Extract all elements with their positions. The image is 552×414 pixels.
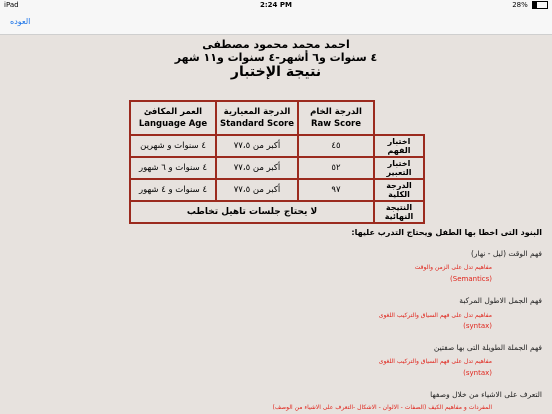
- standard-score-cell: أكبر من ٧٧،٥: [216, 179, 298, 201]
- header-language-age: [130, 101, 216, 135]
- status-time: 2:24 PM: [260, 1, 292, 9]
- final-result-row: [130, 201, 424, 223]
- status-bar: [0, 0, 552, 12]
- header-age-en: Language Age: [138, 119, 208, 129]
- item-subtitle: مفاهيم تدل على الزمن والوقت: [414, 264, 492, 271]
- item-subtitle: مفاهيم تدل على فهم السياق والتركيب اللغوى: [378, 358, 492, 365]
- final-result-label: النتيجة النهائية: [374, 201, 424, 223]
- header-std-ar: الدرجة المعيارية: [223, 107, 291, 117]
- item-tag: (syntax): [463, 322, 492, 330]
- standard-score-cell: أكبر من ٧٧،٥: [216, 157, 298, 179]
- raw-score-cell: ٥٢: [298, 157, 374, 179]
- language-age-cell: ٤ سنوات و ٤ شهور: [130, 179, 216, 201]
- item-title: فهم الجمل الاطول المركبة: [459, 296, 542, 305]
- item-tag: (Semantics): [450, 275, 492, 283]
- battery-indicator: [512, 1, 548, 9]
- device-label: iPad: [4, 1, 19, 9]
- table-row: [130, 135, 424, 157]
- header-raw-en: Raw Score: [310, 119, 362, 129]
- battery-icon: [532, 1, 548, 9]
- standard-score-cell: أكبر من ٧٧،٥: [216, 135, 298, 157]
- raw-score-cell: ٤٥: [298, 135, 374, 157]
- raw-score-cell: ٩٧: [298, 179, 374, 201]
- item-title: فهم الجملة الطويلة التى بها صفتين: [433, 343, 542, 352]
- row-label: الدرجة الكلية: [374, 179, 424, 201]
- final-result-value: لا يحتاج جلسات تاهيل تخاطب: [130, 201, 374, 223]
- age-range: ٤ سنوات و٦ أشهر-٤ سنوات و١١ شهر: [174, 51, 378, 64]
- header-standard-score: [216, 101, 298, 135]
- item-subtitle: المفردات و مفاهيم الكيف (الصفات - الالوان - الاشكال -التعرف على الاشياء من الوصف): [272, 404, 492, 411]
- table-row: [130, 179, 424, 201]
- page-title: نتيجة الإختبار: [230, 64, 322, 80]
- header-age-ar: العمر المكافئ: [143, 107, 203, 117]
- language-age-cell: ٤ سنوات و ٦ شهور: [130, 157, 216, 179]
- item-title: التعرف على الاشياء من خلال وصفها: [430, 390, 542, 399]
- battery-percent: 28%: [512, 1, 528, 9]
- item-subtitle: مفاهيم تدل على فهم السياق والتركيب اللغوى: [378, 312, 492, 319]
- back-button[interactable]: العوده: [10, 17, 31, 26]
- header-raw-score: [298, 101, 374, 135]
- navigation-bar: [0, 12, 552, 35]
- row-label: اختبار الفهم: [374, 135, 424, 157]
- header-raw-ar: الدرجة الخام: [310, 107, 362, 117]
- table-row: [130, 157, 424, 179]
- item-title: فهم الوقت (ليل - نهار): [470, 249, 542, 258]
- table-header-row: [130, 101, 424, 135]
- results-table: [129, 100, 425, 224]
- items-heading: البنود التى اخطا بها الطفل ويحتاج التدرب عليها:: [351, 228, 542, 237]
- item-tag: (syntax): [463, 369, 492, 377]
- language-age-cell: ٤ سنوات و شهرين: [130, 135, 216, 157]
- child-name: احمد محمد محمود مصطفى: [202, 38, 350, 51]
- header-std-en: Standard Score: [220, 119, 294, 129]
- row-label: اختبار التعبير: [374, 157, 424, 179]
- table-corner: [374, 101, 424, 135]
